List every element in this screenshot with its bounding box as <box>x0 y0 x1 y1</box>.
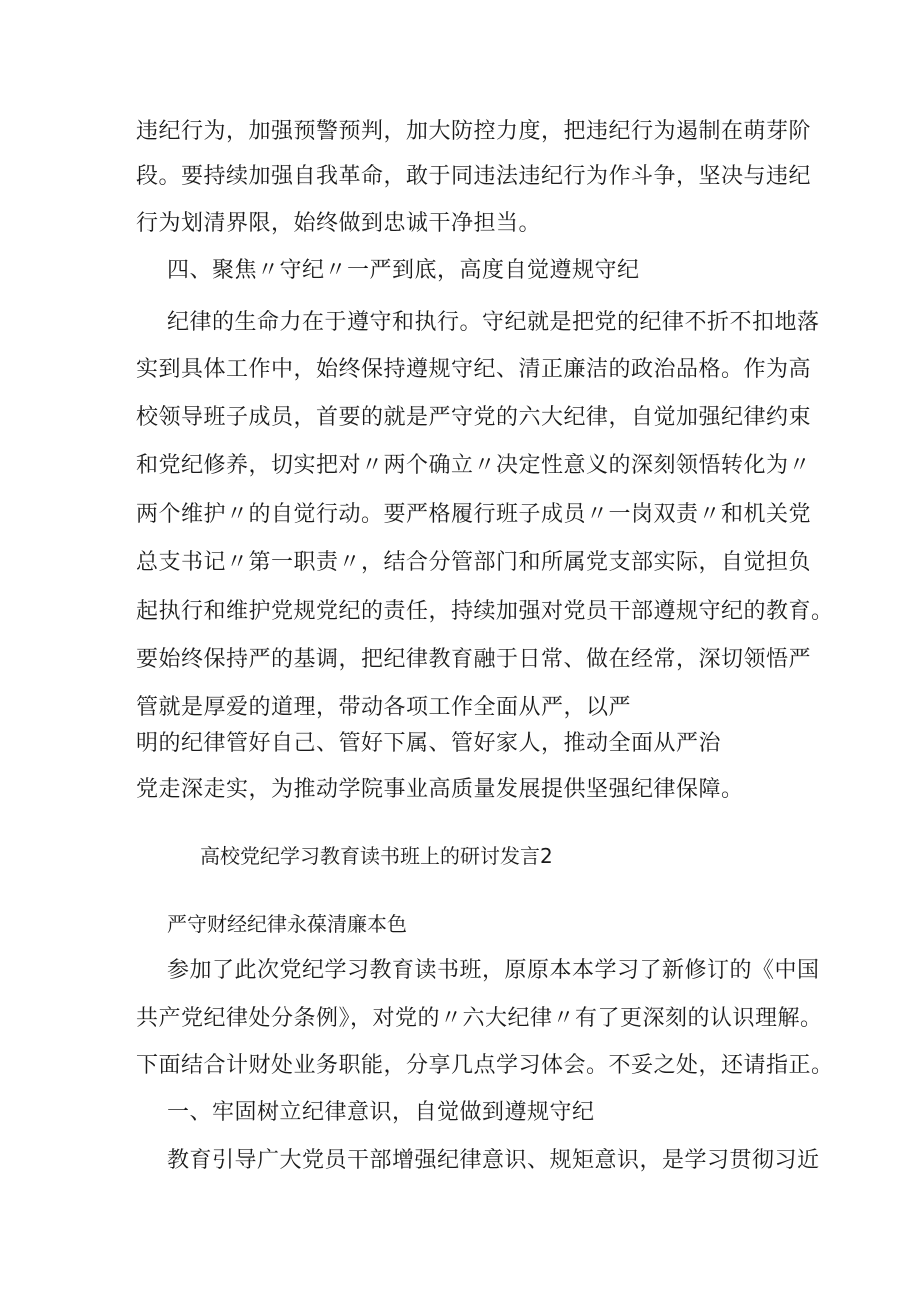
speech-title: 高校党纪学习教育读书班上的研讨发言2 <box>200 844 553 868</box>
paragraph-line: 违纪行为，加强预警预判，加大防控力度，把违纪行为遏制在萌芽阶 <box>136 119 812 144</box>
paragraph-line: 总支书记〃第一职责〃，结合分管部门和所属党支部实际，自觉担负 <box>136 550 812 575</box>
paragraph-line: 参加了此次党纪学习教育读书班，原原本本学习了新修订的《中国 <box>167 958 820 983</box>
paragraph-line: 段。要持续加强自我革命，敢于同违法违纪行为作斗争，坚决与违纪 <box>136 164 812 189</box>
paragraph-line: 明的纪律管好自己、管好下属、管好家人，推动全面从严治 <box>136 731 722 756</box>
paragraph-line: 党走深走实，为推动学院事业高质量发展提供坚强纪律保障。 <box>136 777 744 802</box>
paragraph-line: 实到具体工作中，始终保持遵规守纪、清正廉洁的政治品格。作为高 <box>136 357 812 382</box>
paragraph-line: 教育引导广大党员干部增强纪律意识、规矩意识，是学习贯彻习近 <box>167 1148 820 1173</box>
paragraph-line: 下面结合计财处业务职能，分享几点学习体会。不妥之处，还请指正。 <box>136 1053 834 1078</box>
paragraph-line: 校领导班子成员，首要的就是严守党的六大纪律，自觉加强纪律约束 <box>136 405 812 430</box>
paragraph-line: 起执行和维护党规党纪的责任，持续加强对党员干部遵规守纪的教育。 <box>136 599 834 624</box>
paragraph-line: 共产党纪律处分条例》，对党的〃六大纪律〃有了更深刻的认识理解。 <box>136 1006 823 1031</box>
paragraph-line: 管就是厚爱的道理，带动各项工作全面从严，以严 <box>136 695 632 720</box>
paragraph-line: 纪律的生命力在于遵守和执行。守纪就是把党的纪律不折不扣地落 <box>167 310 820 335</box>
section-heading: 四、聚焦〃守纪〃一严到底，高度自觉遵规守纪 <box>167 258 640 283</box>
section-heading: 一、牢固树立纪律意识，自觉做到遵规守纪 <box>167 1100 595 1125</box>
speech-subtitle: 严守财经纪律永葆清廉本色 <box>167 912 407 936</box>
paragraph-line: 行为划清界限，始终做到忠诚干净担当。 <box>136 211 542 236</box>
paragraph-line: 和党纪修养，切实把对〃两个确立〃决定性意义的深刻领悟转化为〃 <box>136 453 812 478</box>
paragraph-line: 要始终保持严的基调，把纪律教育融于日常、做在经常，深切领悟严 <box>136 647 812 672</box>
paragraph-line: 两个维护〃的自觉行动。要严格履行班子成员〃一岗双责〃和机关党 <box>136 502 812 527</box>
